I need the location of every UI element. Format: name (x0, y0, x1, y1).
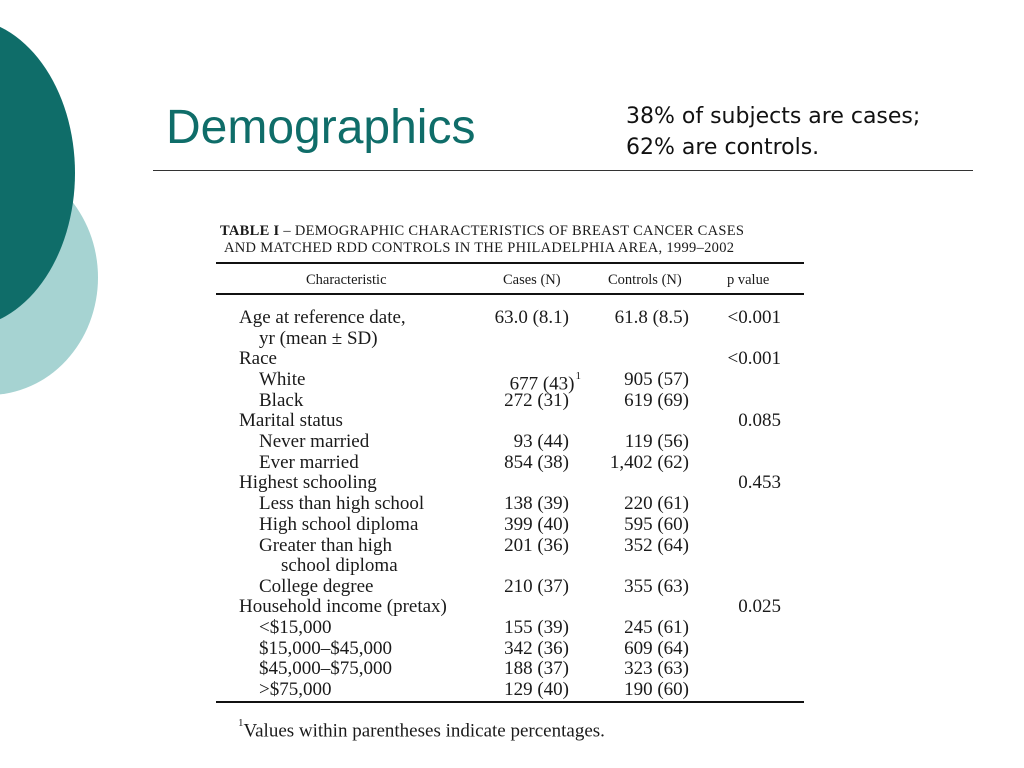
table-caption-line-1: – DEMOGRAPHIC CHARACTERISTICS OF BREAST CANCER CASES (279, 223, 745, 239)
table-row (0, 369, 1024, 395)
row-controls: 905 (57) (624, 369, 689, 390)
table-caption-line-2: AND MATCHED RDD CONTROLS IN THE PHILADELPHIA AREA, 1999–2002 (224, 240, 735, 256)
slide-title: Demographics (166, 101, 476, 154)
row-cases: 129 (40) (504, 679, 569, 700)
row-cases: 342 (36) (504, 638, 569, 659)
header-p-value: p value (727, 272, 770, 288)
row-label: Marital status (239, 410, 343, 431)
footnote-marker: 1 (575, 370, 581, 382)
row-controls: 352 (64) (624, 535, 689, 556)
row-label: school diploma (281, 555, 398, 576)
summary-note (626, 101, 920, 163)
table-row (0, 514, 1024, 535)
summary-note-line-2: 62% are controls. (626, 135, 820, 160)
row-controls: 609 (64) (624, 638, 689, 659)
header-cases: Cases (N) (503, 272, 561, 288)
row-label: <$15,000 (259, 617, 332, 638)
row-controls: 595 (60) (624, 514, 689, 535)
row-label: $15,000–$45,000 (259, 638, 392, 659)
row-label: Race (239, 348, 277, 369)
row-label: Black (259, 390, 304, 411)
title-divider (153, 170, 973, 171)
row-p-value: 0.453 (738, 472, 781, 493)
row-controls: 245 (61) (624, 617, 689, 638)
row-label: Greater than high (259, 535, 392, 556)
table-row (0, 452, 1024, 473)
row-controls: 61.8 (8.5) (614, 307, 689, 328)
table-row (0, 576, 1024, 597)
table-row (0, 535, 1024, 556)
row-p-value: 0.085 (738, 410, 781, 431)
table-caption (220, 223, 810, 257)
row-label: yr (mean ± SD) (259, 328, 378, 349)
row-cases: 854 (38) (504, 452, 569, 473)
row-p-value: <0.001 (727, 307, 781, 328)
row-label: Ever married (259, 452, 359, 473)
row-label: Household income (pretax) (239, 596, 447, 617)
table-header-rule (216, 293, 804, 295)
table-row (0, 410, 1024, 431)
summary-note-line-1: 38% of subjects are cases; (626, 104, 921, 129)
row-cases: 272 (31) (504, 390, 569, 411)
table-row (0, 472, 1024, 493)
row-label: White (259, 369, 306, 390)
row-cases: 399 (40) (504, 514, 569, 535)
row-cases: 210 (37) (504, 576, 569, 597)
row-cases: 93 (44) (513, 431, 569, 452)
row-p-value: 0.025 (738, 596, 781, 617)
row-cases-value: 677 (43) (509, 373, 575, 395)
row-controls: 619 (69) (624, 390, 689, 411)
table-row (0, 328, 1024, 349)
table-footnote (238, 714, 605, 743)
row-p-value: <0.001 (727, 348, 781, 369)
row-label: College degree (259, 576, 374, 597)
table-row (0, 679, 1024, 700)
row-controls: 190 (60) (624, 679, 689, 700)
row-label: Less than high school (259, 493, 425, 514)
table-row (0, 493, 1024, 514)
row-label: Never married (259, 431, 370, 452)
table-bottom-rule (216, 701, 804, 703)
footnote-marker: 1 (238, 717, 244, 729)
table-top-rule (216, 262, 804, 264)
row-cases: 201 (36) (504, 535, 569, 556)
row-label: Highest schooling (239, 472, 377, 493)
row-label: High school diploma (259, 514, 419, 535)
header-characteristic: Characteristic (306, 272, 387, 288)
row-cases: 155 (39) (504, 617, 569, 638)
row-label: Age at reference date, (239, 307, 406, 328)
row-cases: 138 (39) (504, 493, 569, 514)
row-cases: 188 (37) (504, 658, 569, 679)
footnote-text: Values within parentheses indicate percentages. (243, 720, 605, 742)
row-controls: 355 (63) (624, 576, 689, 597)
row-label: >$75,000 (259, 679, 332, 700)
table-row (0, 638, 1024, 659)
row-controls: 220 (61) (624, 493, 689, 514)
table-row (0, 390, 1024, 411)
table-row (0, 555, 1024, 576)
table-row (0, 596, 1024, 617)
table-caption-number: TABLE I (220, 223, 280, 239)
table-row (0, 348, 1024, 369)
table-row (0, 658, 1024, 679)
row-controls: 323 (63) (624, 658, 689, 679)
row-label: $45,000–$75,000 (259, 658, 392, 679)
header-controls: Controls (N) (608, 272, 682, 288)
row-controls: 1,402 (62) (609, 452, 689, 473)
row-controls: 119 (56) (624, 431, 689, 452)
table-row (0, 307, 1024, 328)
table-row (0, 617, 1024, 638)
row-cases: 63.0 (8.1) (494, 307, 569, 328)
table-row (0, 431, 1024, 452)
